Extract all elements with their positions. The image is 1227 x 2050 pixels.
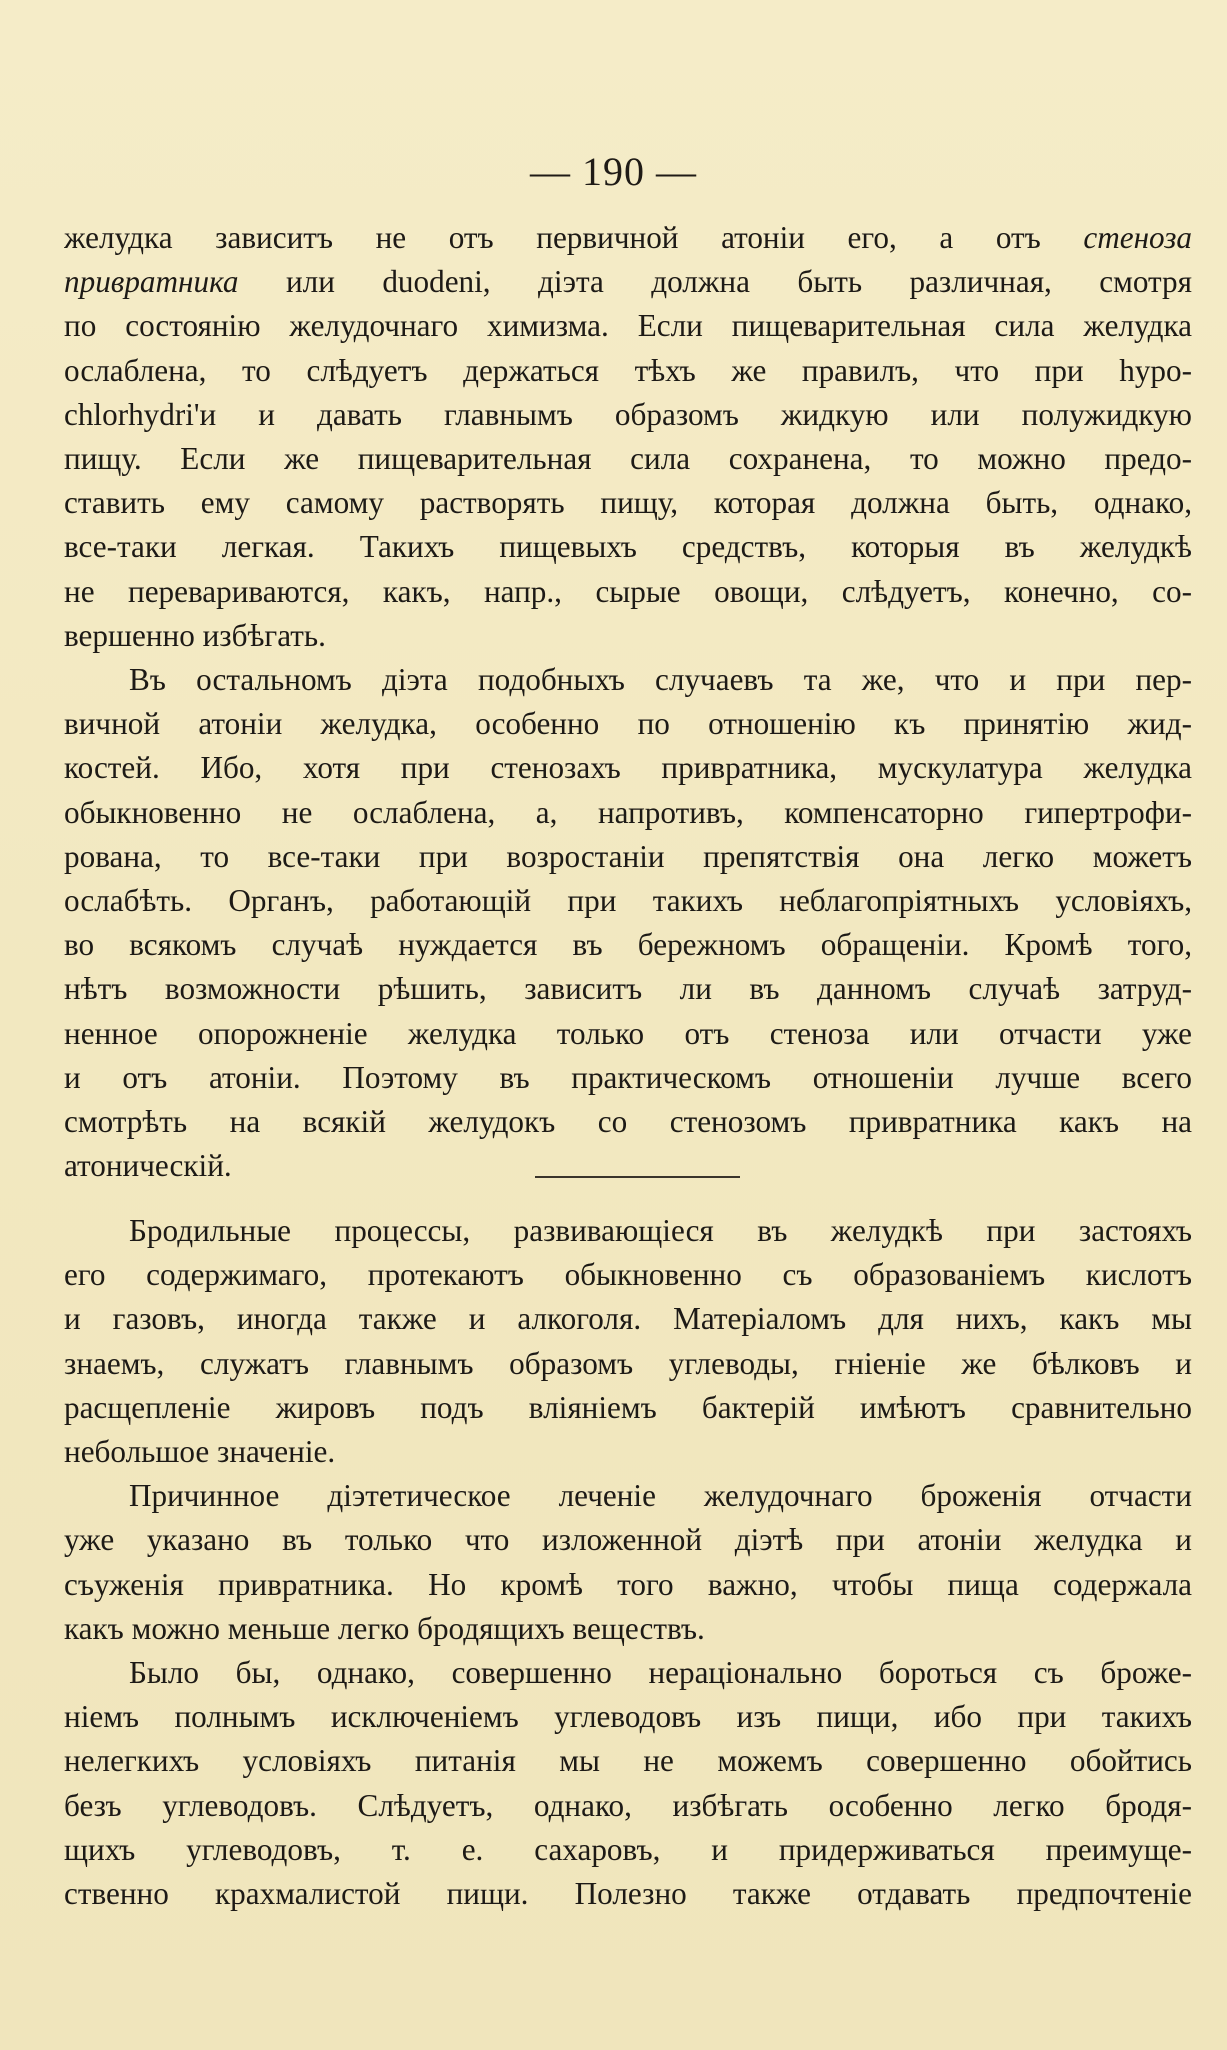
text-line: ніемъ полнымъ исключеніемъ углеводовъ изъ пищи, ибо при такихъ [64,1699,1192,1735]
text-line: пищу. Если же пищеварительная сила сохранена, то можно предо- [64,441,1192,477]
text-line: рована, то все-таки при возростаніи препятствія она легко можетъ [64,838,1192,874]
text-line: знаемъ, служатъ главнымъ образомъ углеводы, гніеніе же бѣлковъ и [64,1345,1192,1381]
text-line: обыкновенно не ослаблена, а, напротивъ, компенсаторно гипертрофи- [64,794,1192,830]
paragraph-5 [64,1651,1192,1916]
section-divider [535,1176,740,1178]
text-line: атоническій. [64,1148,232,1184]
text-line: безъ углеводовъ. Слѣдуетъ, однако, избѣгать особенно легко бродя- [64,1787,1192,1823]
text-line: вершенно избѣгать. [64,617,326,653]
text-line: во всякомъ случаѣ нуждается въ бережномъ обращеніи. Кромѣ того, [64,927,1192,963]
text-line: расщепленіе жировъ подъ вліяніемъ бактерій имѣютъ сравнительно [64,1389,1192,1425]
text-line: chlorhydri'и и давать главнымъ образомъ жидкую или полужидкую [64,396,1192,432]
text-line: Бродильные процессы, развивающіеся въ желудкѣ при застояхъ [129,1213,1192,1248]
text-line: Въ остальномъ діэта подобныхъ случаевъ та же, что и при пер- [129,662,1192,698]
text-line: костей. Ибо, хотя при стенозахъ привратника, мускулатура желудка [64,750,1192,786]
text-line: вичной атоніи желудка, особенно по отношенію къ принятію жид- [64,706,1192,742]
text-block-lower [64,1209,1192,1916]
paragraph-4 [64,1474,1192,1651]
text-line: и газовъ, иногда также и алкоголя. Матеріаломъ для нихъ, какъ мы [64,1301,1192,1337]
italic-term: привратника [64,264,239,300]
text-line: и отъ атоніи. Поэтому въ практическомъ отношеніи лучше всего [64,1059,1192,1095]
text-line: уже указано въ только что изложенной діэтѣ при атоніи желудка и [64,1522,1192,1558]
text-line: его содержимаго, протекаютъ обыкновенно съ образованіемъ кислотъ [64,1257,1192,1293]
text-line: привратника или duodeni, діэта должна быть различная, смотря [64,264,1192,300]
text-line: Было бы, однако, совершенно нераціонально бороться съ броже- [129,1655,1192,1691]
text-line: какъ можно меньше легко бродящихъ веществъ. [64,1610,705,1646]
italic-term: стеноза [1083,220,1192,255]
text-line: все-таки легкая. Такихъ пищевыхъ средствъ, которыя въ желудкѣ [64,529,1192,565]
text-line: ставить ему самому растворять пищу, которая должна быть, однако, [64,485,1192,521]
text-line: ненное опорожненіе желудка только отъ стеноза или отчасти уже [64,1015,1192,1051]
text-line: небольшое значеніе. [64,1434,336,1470]
paragraph-2 [64,658,1192,1188]
page-number: — 190 — [530,149,697,194]
paragraph-1 [64,216,1192,658]
text-line: желудка зависитъ не отъ первичной атоніи его, а отъ стеноза [64,220,1192,255]
text-line: съуженія привратника. Но кромѣ того важно, чтобы пища содержала [64,1566,1192,1602]
text-line: нѣтъ возможности рѣшить, зависитъ ли въ данномъ случаѣ затруд- [64,971,1192,1007]
paragraph-3 [64,1209,1192,1474]
text-line: щихъ углеводовъ, т. е. сахаровъ, и придерживаться преимуще- [64,1831,1192,1867]
text-line: ственно крахмалистой пищи. Полезно также отдавать предпочтеніе [64,1876,1192,1912]
text-line: смотрѣть на всякій желудокъ со стенозомъ привратника какъ на [64,1104,1192,1140]
text-line: нелегкихъ условіяхъ питанія мы не можемъ совершенно обойтись [64,1743,1192,1779]
text-line: ослабѣть. Органъ, работающій при такихъ неблагопріятныхъ условіяхъ, [64,883,1192,919]
text-line: не перевариваются, какъ, напр., сырые овощи, слѣдуетъ, конечно, со- [64,573,1192,609]
text-line: ослаблена, то слѣдуетъ держаться тѣхъ же правилъ, что при hypo- [64,352,1192,388]
text-line: по состоянію желудочнаго химизма. Если пищеварительная сила желудка [64,308,1192,344]
text-block-upper [64,216,1192,1188]
text-line: Причинное діэтетическое леченіе желудочнаго броженія отчасти [129,1478,1192,1514]
